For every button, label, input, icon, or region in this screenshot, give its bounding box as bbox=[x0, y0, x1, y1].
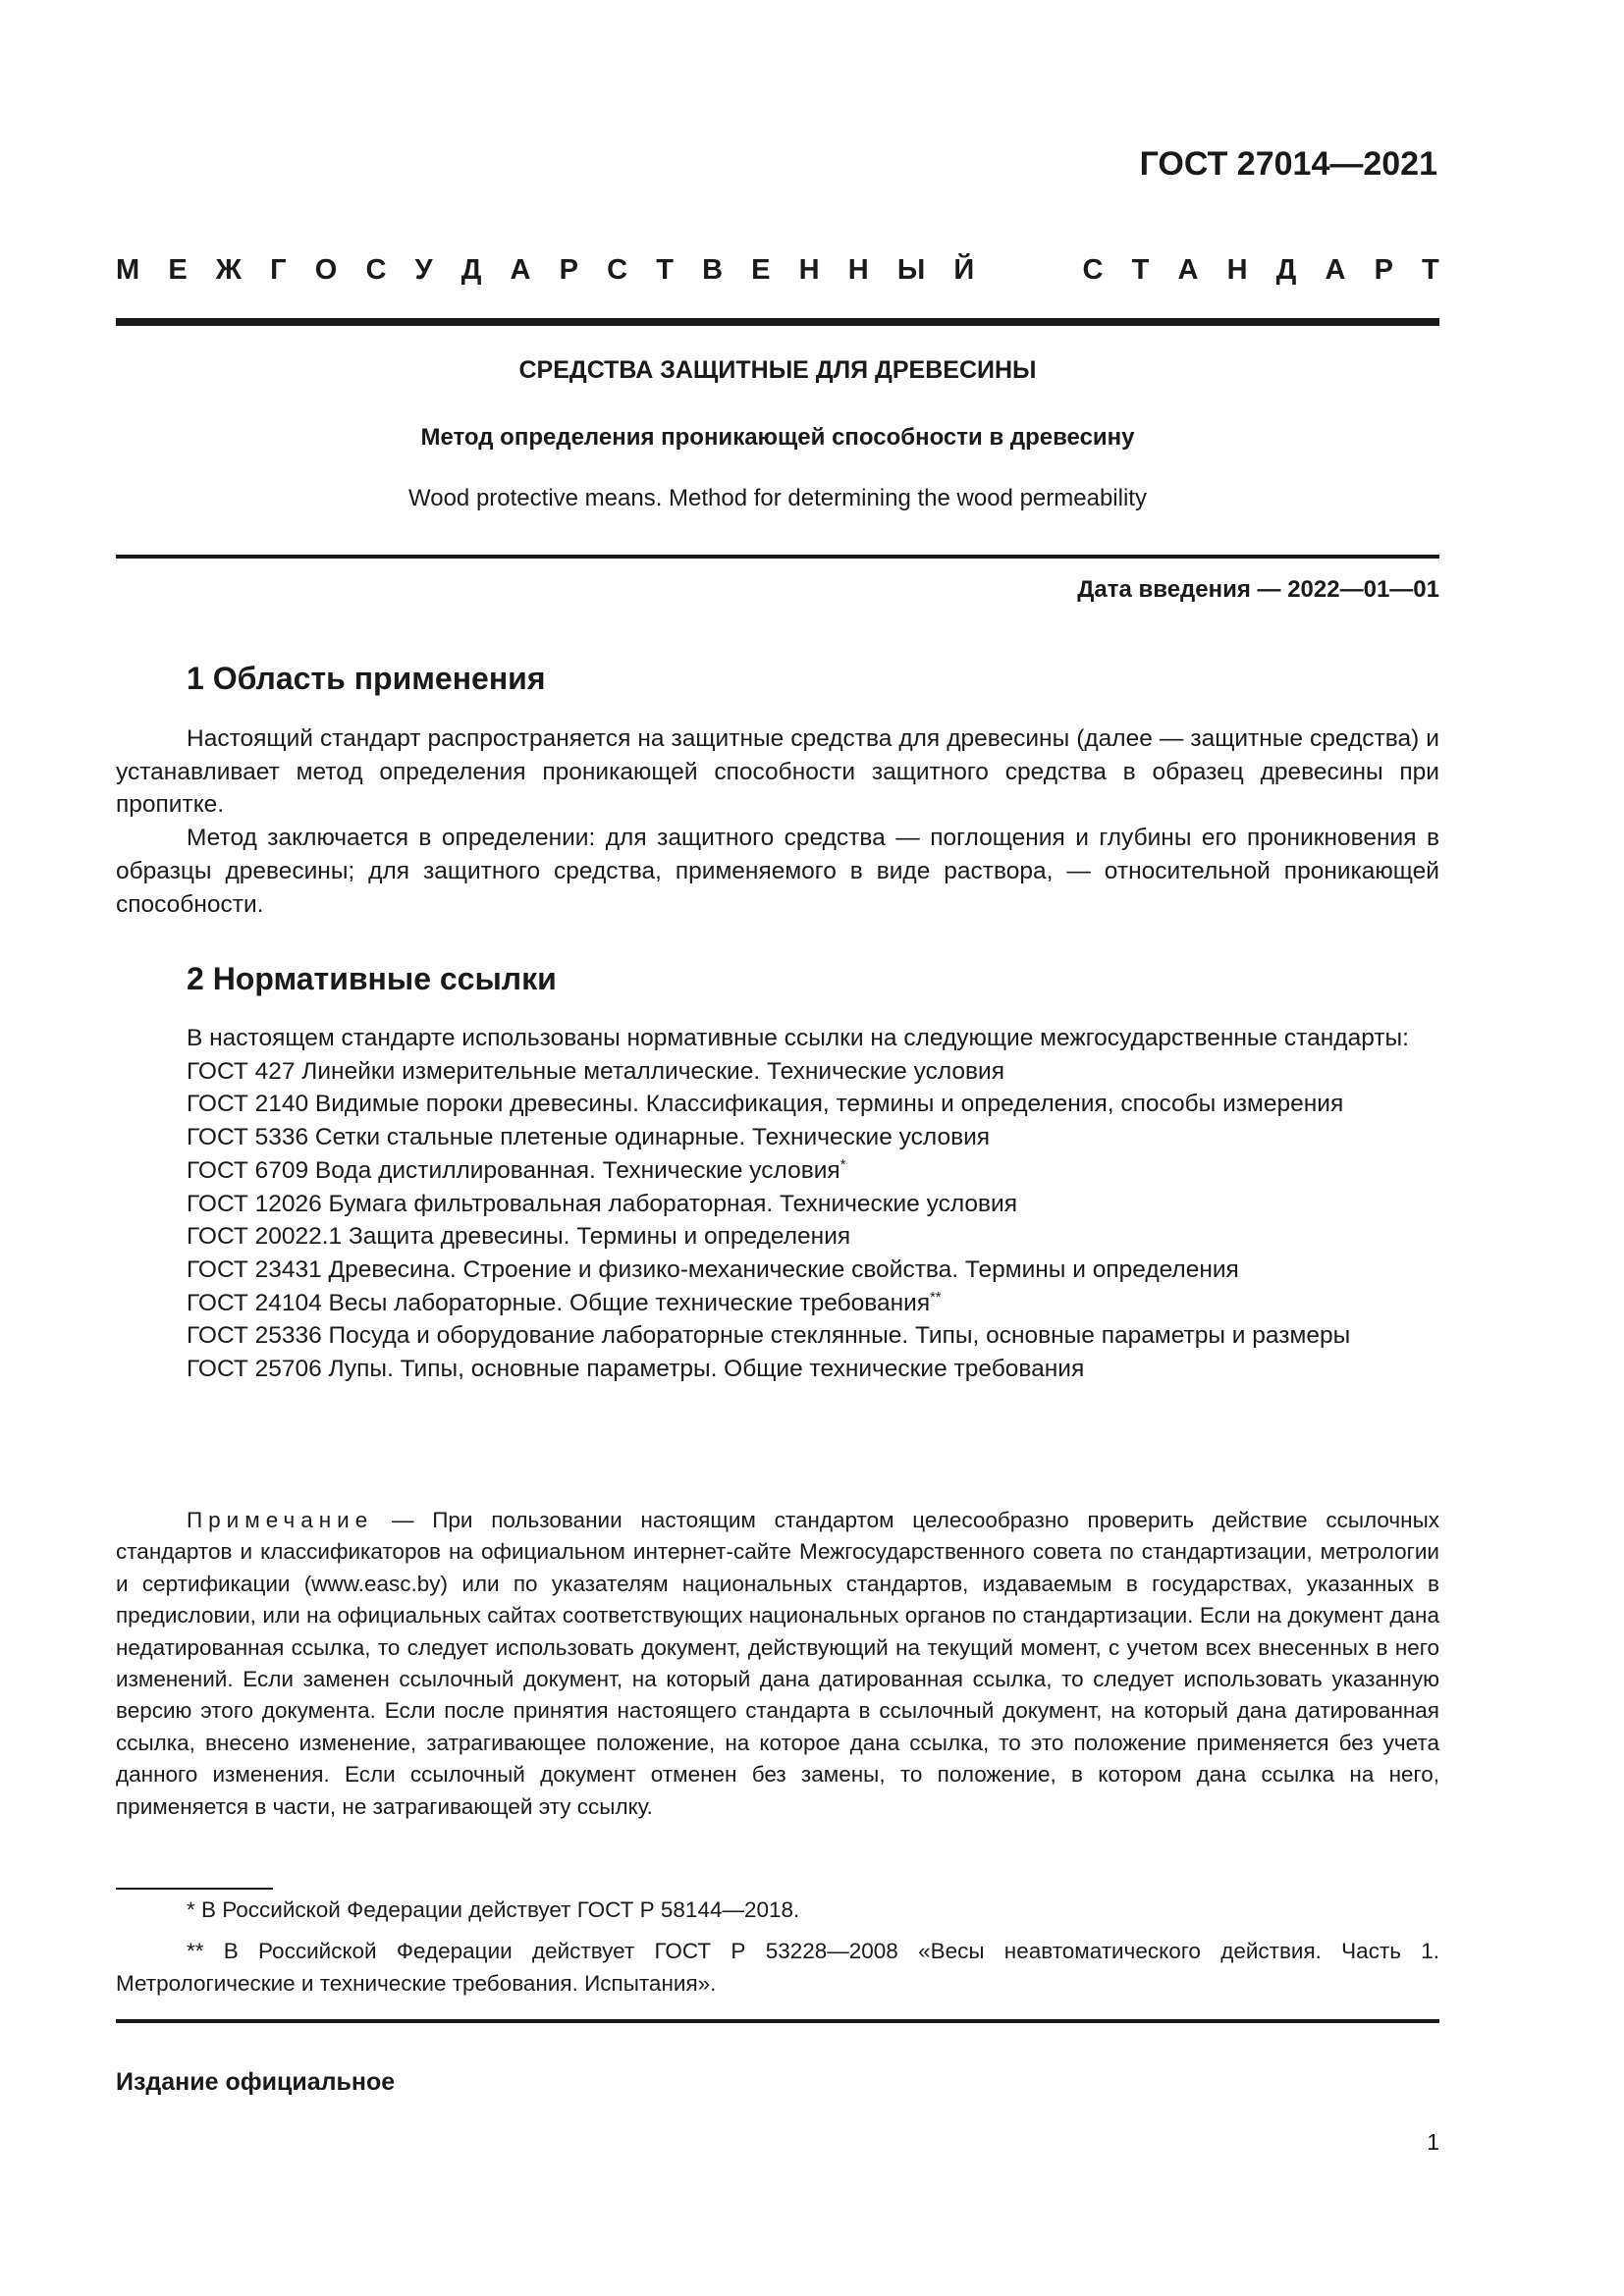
banner-divider bbox=[116, 318, 1439, 326]
banner-letter: Д bbox=[460, 253, 482, 286]
banner-letter: Т bbox=[1422, 253, 1439, 286]
banner-letter: Т bbox=[1131, 253, 1150, 286]
footnote: * В Российской Федерации действует ГОСТ Р 58144—2018. bbox=[187, 1897, 800, 1922]
section-1-heading: 1 Область применения bbox=[187, 661, 546, 696]
effective-date: Дата введения — 2022—01—01 bbox=[1077, 576, 1439, 603]
banner-letter: Н bbox=[847, 253, 869, 286]
document-subtitle: Метод определения проникающей способности в древесину bbox=[420, 424, 1135, 451]
document-title: СРЕДСТВА ЗАЩИТНЫЕ ДЛЯ ДРЕВЕСИНЫ bbox=[518, 356, 1037, 384]
title-divider bbox=[116, 555, 1439, 559]
note-text: — При пользовании настоящим стандартом целесообразно проверить действие ссылочных стандартов и классификаторов на официальном интернет-сайте Межгосударственного совета по стандартизации, метрологии и сертификации (www.easc.by) или по указателям национальных стандартов, издаваемым в государствах, указанных в предисловии, или на официальных сайтах соответствующих национальных органов по стандартизации. Если на документ дана недатированная ссылка, то следует использовать документ, действующий на текущий момент, с учетом всех внесенных в него изменений. Если заменен ссылочный документ, на который дана датированная ссылка, то следует использовать указанную версию этого документа. Если после принятия настоящего стандарта в ссылочный документ, на который дана датированная ссылка, внесено изменение, затрагивающее положение, на которое дана ссылка, то это положение применяется без учета данного изменения. Если ссылочный документ отменен без замены, то положение, в котором дана ссылка на него, применяется в части, не затрагивающей эту ссылку. bbox=[116, 1508, 1439, 1819]
banner-letter: С bbox=[365, 253, 387, 286]
reference-item: ГОСТ 427 Линейки измерительные металлические. Технические условия bbox=[187, 1057, 1004, 1085]
reference-item: ГОСТ 6709 Вода дистиллированная. Технические условия* bbox=[187, 1156, 846, 1184]
paragraph: Настоящий стандарт распространяется на защитные средства для древесины (далее — защитные средства) и устанавливает метод определения проникающей способности защитного средства в образец древесины при пропитке. bbox=[116, 725, 1439, 819]
reference-item: ГОСТ 25706 Лупы. Типы, основные параметры. Общие технические требования bbox=[187, 1356, 1085, 1383]
banner-letter: Р bbox=[559, 253, 578, 286]
footer-divider bbox=[116, 2019, 1439, 2023]
standard-type-banner bbox=[116, 250, 1439, 290]
paragraph: Метод заключается в определении: для защитного средства — поглощения и глубины его проникновения в образцы древесины; для защитного средства, применяемого в виде раствора, — относительной проникающей способности. bbox=[116, 825, 1439, 918]
paragraph: В настоящем стандарте использованы нормативные ссылки на следующие межгосударственные стандарты: bbox=[187, 1025, 1409, 1051]
footnote-marker: ** bbox=[930, 1289, 942, 1306]
banner-letter: Й bbox=[953, 253, 975, 286]
banner-letter: Д bbox=[1275, 253, 1297, 286]
banner-letter: С bbox=[1082, 253, 1104, 286]
document-code: ГОСТ 27014—2021 bbox=[1139, 145, 1437, 183]
banner-letter: А bbox=[510, 253, 531, 286]
section-2-heading: 2 Нормативные ссылки bbox=[187, 961, 557, 996]
note-label: Примечание bbox=[187, 1508, 374, 1532]
reference-item: ГОСТ 23431 Древесина. Строение и физико-механические свойства. Термины и определения bbox=[187, 1255, 1239, 1283]
footnotes bbox=[116, 1895, 1439, 2000]
banner-letter: Т bbox=[656, 253, 674, 286]
edition-label: Издание официальное bbox=[116, 2068, 396, 2096]
banner-letter: Н bbox=[1226, 253, 1248, 286]
banner-letter: Ы bbox=[896, 253, 926, 286]
banner-letter: Е bbox=[168, 253, 188, 286]
page-number: 1 bbox=[1427, 2129, 1439, 2155]
banner-letter: Ж bbox=[215, 253, 243, 286]
banner-letter: О bbox=[314, 253, 338, 286]
reference-item: ГОСТ 25336 Посуда и оборудование лабораторные стеклянные. Типы, основные параметры и размеры bbox=[187, 1322, 1351, 1350]
reference-item: ГОСТ 20022.1 Защита древесины. Термины и определения bbox=[187, 1223, 851, 1251]
reference-item: ГОСТ 24104 Весы лабораторные. Общие технические требования** bbox=[187, 1289, 942, 1316]
banner-letter: С bbox=[607, 253, 628, 286]
banner-letter: А bbox=[1177, 253, 1199, 286]
banner-letter: В bbox=[702, 253, 724, 286]
footnote: ** В Российской Федерации действует ГОСТ Р 53228—2008 «Весы неавтоматического действия. Часть 1. Метрологические и технические требования. Испытания». bbox=[116, 1939, 1439, 1996]
banner-letter: Г bbox=[270, 253, 287, 286]
reference-item: ГОСТ 12026 Бумага фильтровальная лабораторная. Технические условия bbox=[187, 1190, 1018, 1217]
english-title: Wood protective means. Method for determining the wood permeability bbox=[408, 485, 1147, 511]
banner-letter: А bbox=[1325, 253, 1346, 286]
banner-letter: Е bbox=[751, 253, 771, 286]
footnote-divider bbox=[116, 1888, 273, 1890]
banner-letter: М bbox=[116, 253, 140, 286]
section-2-body bbox=[116, 1022, 1439, 1386]
banner-letter: Н bbox=[798, 253, 820, 286]
footnote-marker: * bbox=[839, 1156, 846, 1173]
note bbox=[116, 1505, 1439, 1823]
banner-letter: У bbox=[414, 253, 433, 286]
banner-letter: Р bbox=[1374, 253, 1393, 286]
section-1-body bbox=[116, 722, 1439, 921]
reference-item: ГОСТ 5336 Сетки стальные плетеные одинарные. Технические условия bbox=[187, 1124, 991, 1151]
reference-item: ГОСТ 2140 Видимые пороки древесины. Классификация, термины и определения, способы измерения bbox=[187, 1091, 1344, 1118]
